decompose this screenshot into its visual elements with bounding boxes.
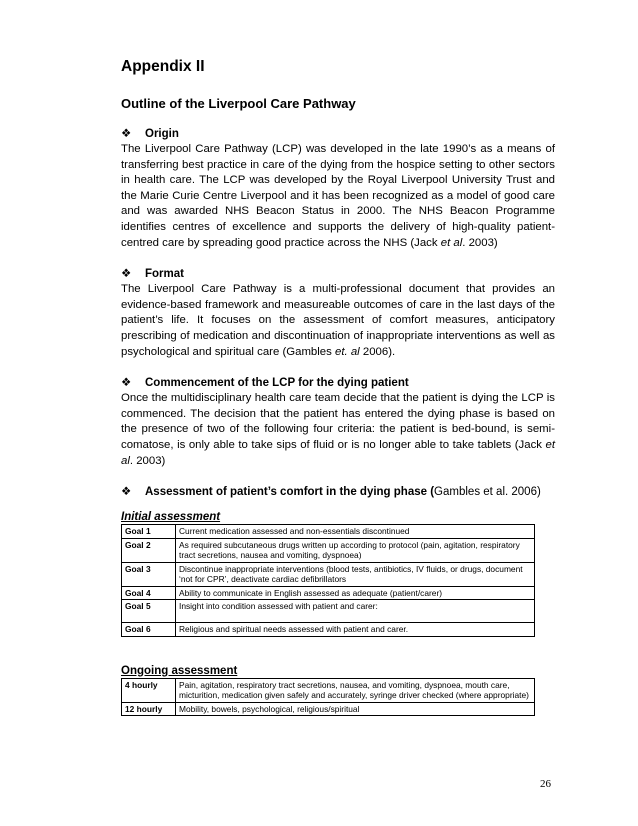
table-row <box>122 538 535 562</box>
table-cell-value: Discontinue inappropriate interventions (blood tests, antibiotics, IV fluids, or drugs, document ‘not for CPR’, deactivate cardiac defibrillators <box>176 562 535 586</box>
table-cell-value: As required subcutaneous drugs written up according to protocol (pain, agitation, respiratory tract secretions, nausea and vomiting, dyspnoea) <box>176 538 535 562</box>
initial-assessment-title: Initial assessment <box>121 511 221 524</box>
origin-italic: et al <box>440 236 463 249</box>
format-text-end: 2006). <box>359 345 396 358</box>
table-cell-value: Current medication assessed and non-essentials discontinued <box>176 525 535 539</box>
diamond-bullet-icon: ❖ <box>121 377 132 390</box>
table-cell-key: Goal 6 <box>122 623 176 637</box>
document-page <box>121 58 555 716</box>
table-cell-key: Goal 3 <box>122 562 176 586</box>
table-cell-key: 12 hourly <box>122 702 176 716</box>
format-text: The Liverpool Care Pathway is a multi-professional document that provides an evidence-based framework and measureable outcomes of care in the last days of the patient’s life. It focuses on the assessment of comfort measures, anticipatory prescribing of medication and discontinuation of inappropriate interventions as well as psychological and spiritual care (Gambles <box>121 283 555 358</box>
outline-title: Outline of the Liverpool Care Pathway <box>121 96 356 111</box>
page-number: 26 <box>540 778 551 790</box>
table-row <box>122 525 535 539</box>
diamond-bullet-icon: ❖ <box>121 486 132 499</box>
table-cell-value: Religious and spiritual needs assessed with patient and carer. <box>176 623 535 637</box>
table-row <box>122 562 535 586</box>
commencement-heading <box>121 376 555 391</box>
table-cell-value: Mobility, bowels, psychological, religious/spiritual <box>176 702 535 716</box>
table-row <box>122 678 535 702</box>
origin-text-end: . 2003) <box>462 236 498 249</box>
assessment-heading <box>121 485 555 500</box>
format-paragraph <box>121 282 555 360</box>
format-heading <box>121 267 555 282</box>
origin-text: The Liverpool Care Pathway (LCP) was developed in the late 1990’s as a means of transferring best practice in care of the dying from the hospice setting to other sectors in health care. The LCP was developed by the Royal Liverpool University Trust and the Marie Curie Centre Liverpool and it has been recognized as a model of good care and was awarded NHS Beacon Status in 2000. The NHS Beacon Programme identifies centres of excellence and supports the delivery of high-quality patient-centred care by spreading good practice across the NHS (Jack <box>121 143 555 249</box>
table-cell-value: Insight into condition assessed with patient and carer: <box>176 600 535 623</box>
initial-assessment-table <box>121 524 535 637</box>
assessment-heading-text: Assessment of patient’s comfort in the dying phase ( <box>145 486 435 499</box>
table-row <box>122 623 535 637</box>
diamond-bullet-icon: ❖ <box>121 268 132 281</box>
ongoing-assessment-title: Ongoing assessment <box>121 664 238 677</box>
table-cell-value: Pain, agitation, respiratory tract secretions, nausea, and vomiting, dyspnoea, mouth care, micturition, medication given safely and accurately, syringe driver checked (where appropriate) <box>176 678 535 702</box>
table-cell-key: Goal 1 <box>122 525 176 539</box>
diamond-bullet-icon: ❖ <box>121 128 132 140</box>
table-cell-key: 4 hourly <box>122 678 176 702</box>
table-row <box>122 702 535 716</box>
section-assessment <box>121 485 555 500</box>
format-heading-text: Format <box>145 268 184 281</box>
ongoing-assessment-table <box>121 678 535 717</box>
origin-heading <box>121 127 555 142</box>
origin-heading-text: Origin <box>145 128 179 140</box>
table-row <box>122 600 535 623</box>
appendix-title: Appendix II <box>121 58 205 75</box>
assessment-heading-citation: Gambles et al. 2006) <box>434 486 541 499</box>
commencement-heading-text: Commencement of the LCP for the dying patient <box>145 377 409 390</box>
table-cell-value: Ability to communicate in English assessed as adequate (patient/carer) <box>176 586 535 600</box>
section-format <box>121 267 555 360</box>
section-origin <box>121 127 555 251</box>
commencement-italic: et al <box>121 438 555 467</box>
table-row <box>122 586 535 600</box>
origin-paragraph <box>121 142 555 251</box>
commencement-text: Once the multidisciplinary health care team decide that the patient is dying the LCP is commenced. The decision that the patient has entered the dying phase is based on the presence of two of the following four criteria: the patient is bed-bound, is semi-comatose, is only able to take sips of fluid or is no longer able to take tablets (Jack <box>121 392 555 451</box>
table-cell-key: Goal 2 <box>122 538 176 562</box>
commencement-text-end: . 2003) <box>129 454 166 467</box>
commencement-paragraph <box>121 391 555 469</box>
section-commencement <box>121 376 555 469</box>
table-cell-key: Goal 5 <box>122 600 176 623</box>
table-cell-key: Goal 4 <box>122 586 176 600</box>
format-italic: et. al <box>335 345 360 358</box>
